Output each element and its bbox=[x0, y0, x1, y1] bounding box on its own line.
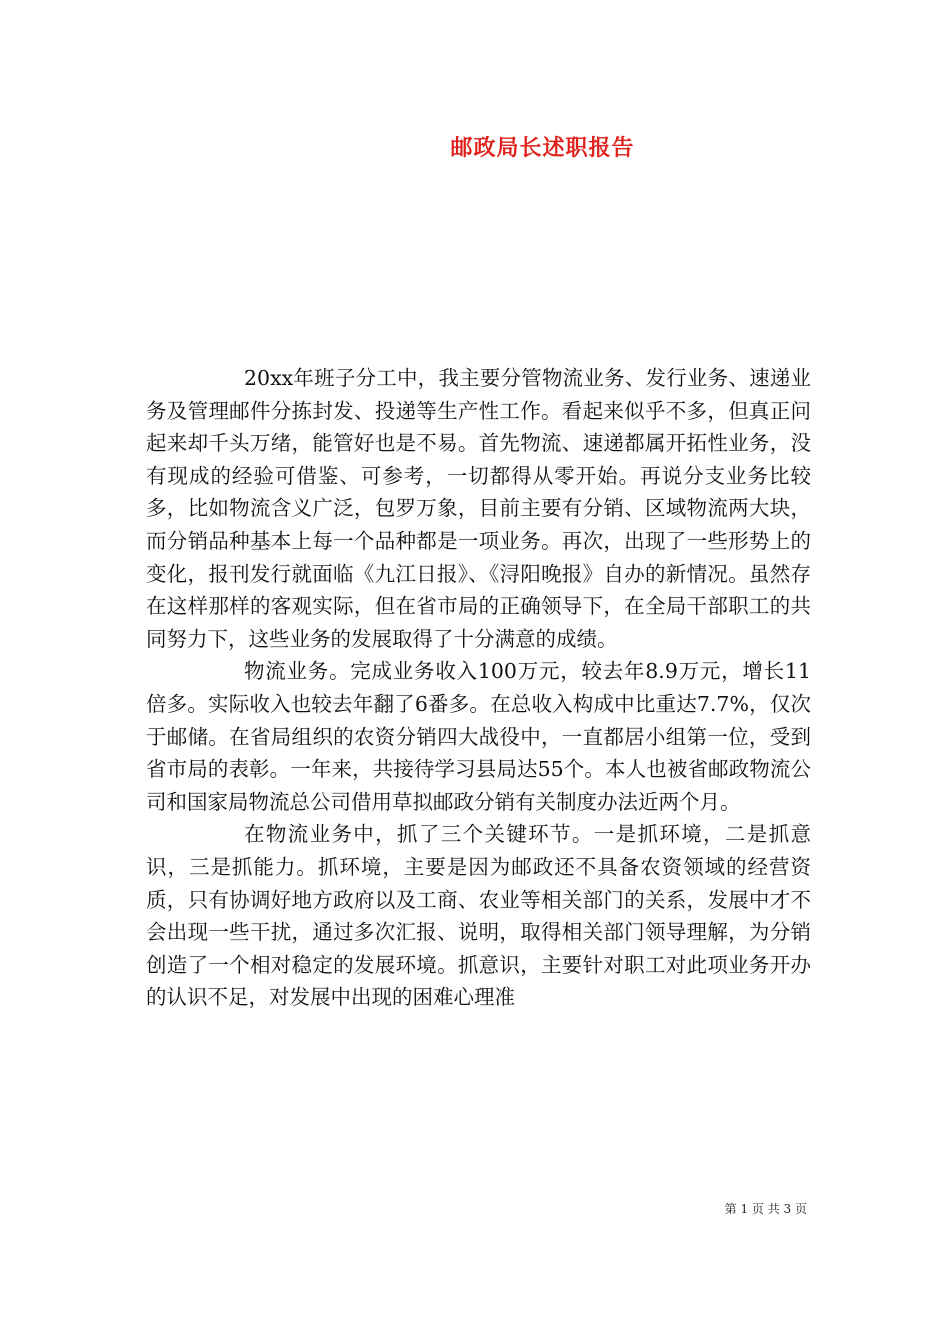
document-title: 邮政局长述职报告 bbox=[450, 135, 635, 161]
paragraph-2: 物流业务。完成业务收入100万元，较去年8.9万元，增长11倍多。实际收入也较去年翻了6番多。在总收入构成中比重达7.7%，仅次于邮储。在省局组织的农资分销四大战役中，一直都居小组第一位，受到省市局的表彰。一年来，共接待学习县局达55个。本人也被省邮政物流公司和国家局物流总公司借用草拟邮政分销有关制度办法近两个月。 bbox=[146, 659, 811, 814]
page-number: 第 1 页 共 3 页 bbox=[724, 1202, 807, 1216]
paragraph-3: 在物流业务中，抓了三个关键环节。一是抓环境，二是抓意识，三是抓能力。抓环境，主要是因为邮政还不具备农资领域的经营资质，只有协调好地方政府以及工商、农业等相关部门的关系，发展中才不会出现一些干扰，通过多次汇报、说明，取得相关部门领导理解，为分销创造了一个相对稳定的发展环境。抓意识，主要针对职工对此项业务开办的认识不足，对发展中出现的困难心理准 bbox=[146, 822, 811, 1010]
document-body bbox=[146, 362, 811, 1014]
paragraph-1: 20xx年班子分工中，我主要分管物流业务、发行业务、速递业务及管理邮件分拣封发、投递等生产性工作。看起来似乎不多，但真正问起来却千头万绪，能管好也是不易。首先物流、速递都属开拓性业务，没有现成的经验可借鉴、可参考，一切都得从零开始。再说分支业务比较多，比如物流含义广泛，包罗万象，目前主要有分销、区域物流两大块，而分销品种基本上每一个品种都是一项业务。再次，出现了一些形势上的变化，报刊发行就面临《九江日报》、《浔阳晚报》自办的新情况。虽然存在这样那样的客观实际，但在省市局的正确领导下，在全局干部职工的共同努力下，这些业务的发展取得了十分满意的成绩。 bbox=[146, 366, 811, 651]
